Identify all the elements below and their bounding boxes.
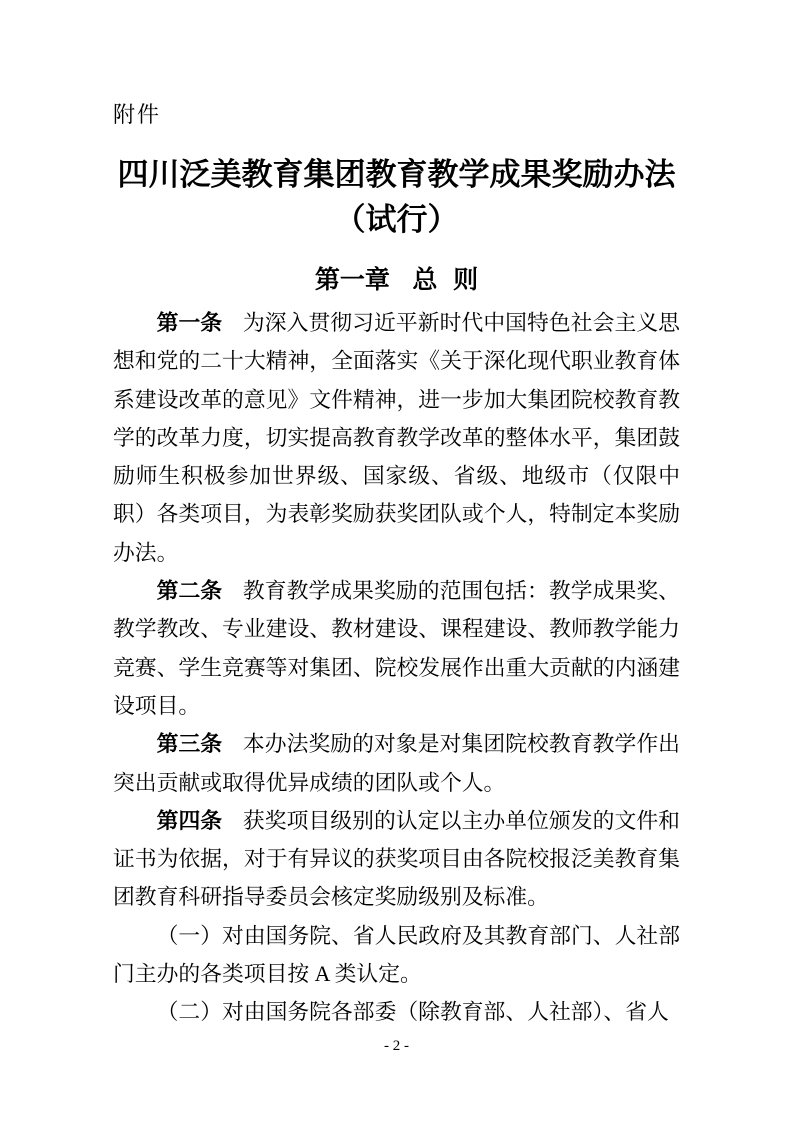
article-label: 第四条	[156, 808, 223, 833]
document-body	[113, 304, 680, 1032]
paragraph: （二）对由国务院各部委（除教育部、人社部）、省人	[156, 1000, 669, 1025]
article-label: 第二条	[156, 579, 223, 604]
page-footer	[0, 1036, 793, 1056]
paragraph: 第一条 为深入贯彻习近平新时代中国特色社会主义思想和党的二十大精神，全面落实《关于深化现代职业教育体系建设改革的意见》文件精神，进一步加大集团院校教育教学的改革力度，切实提高教育教学改革的整体水平，集团鼓励师生积极参加世界级、国家级、省级、地级市（仅限中职）各类项目，为表彰奖励获奖团队或个人，特制定本奖励办法。	[113, 311, 680, 565]
chapter-title: 总 则	[412, 266, 479, 294]
attachment-label: 附件	[113, 102, 162, 127]
document-title	[113, 152, 680, 242]
paragraph: 第三条 本办法奖励的对象是对集团院校教育教学作出突出贡献或取得优异成绩的团队或个人。	[113, 732, 680, 795]
paragraph: 第四条 获奖项目级别的认定以主办单位颁发的文件和证书为依据，对于有异议的获奖项目由各院校报泛美教育集团教育科研指导委员会核定奖励级别及标准。	[113, 808, 680, 910]
document-title-line2: （试行）	[334, 202, 459, 237]
chapter-heading	[113, 264, 680, 296]
page-number: - 2 -	[384, 1038, 409, 1054]
document-title-line1: 四川泛美教育集团教育教学成果奖励办法	[117, 157, 676, 192]
article-label: 第三条	[156, 732, 223, 757]
paragraph: 第二条 教育教学成果奖励的范围包括：教学成果奖、教学教改、专业建设、教材建设、课程建设、教师教学能力竞赛、学生竞赛等对集团、院校发展作出重大贡献的内涵建设项目。	[113, 579, 680, 718]
paragraph: （一）对由国务院、省人民政府及其教育部门、人社部门主办的各类项目按 A 类认定。	[113, 923, 680, 987]
chapter-number: 第一章	[314, 266, 390, 294]
article-label: 第一条	[156, 311, 223, 335]
